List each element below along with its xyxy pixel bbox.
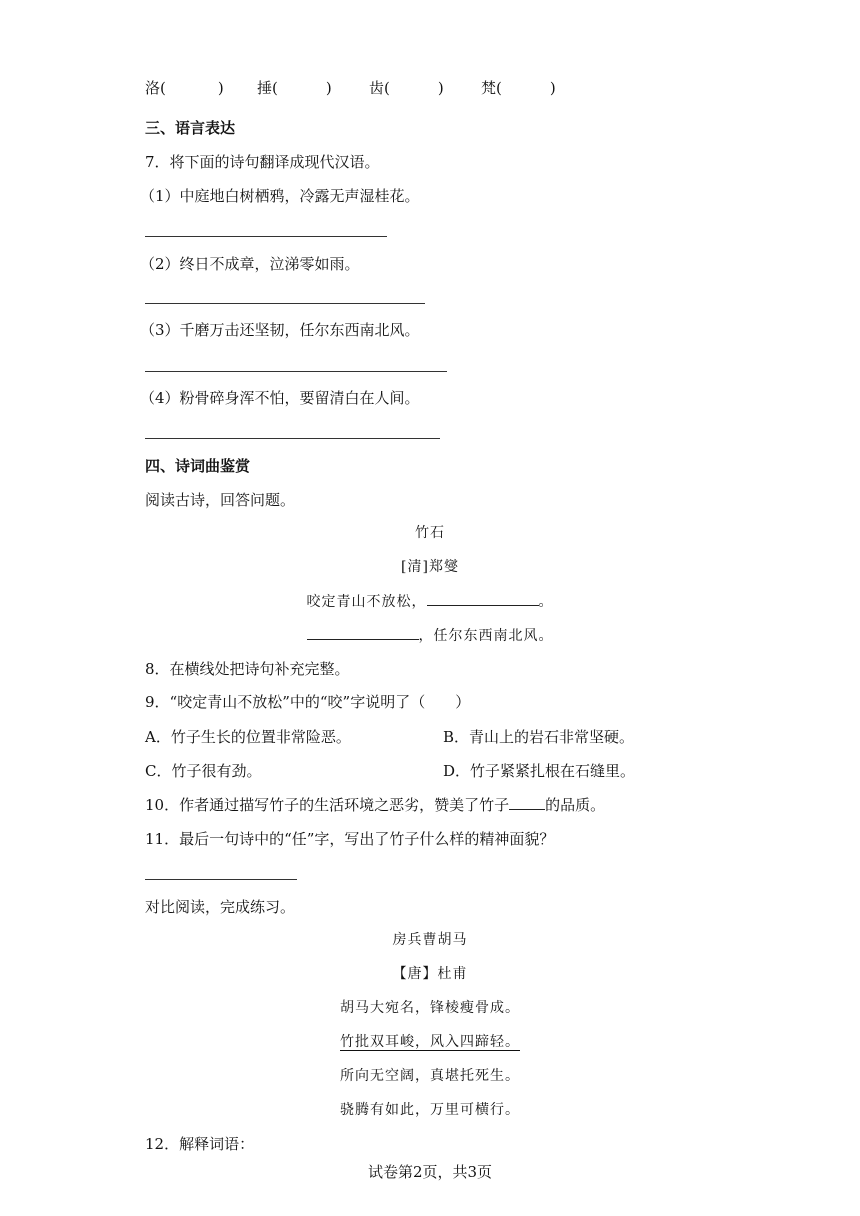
q10-text-after: 的品质。 (545, 796, 606, 814)
poem-1-line-1 (0, 591, 860, 612)
q9-option-d[interactable]: D．竹子紧紧扎根在石缝里。 (443, 762, 636, 780)
poem-1-line-1-text: 咬定青山不放松， (306, 594, 427, 610)
reading-2-intro: 对比阅读，完成练习。 (145, 898, 296, 916)
q7-item-1: （1）中庭地白树栖鸦，冷露无声湿桂花。 (140, 187, 420, 205)
q11-stem: 11．最后一句诗中的“任”字，写出了竹子什么样的精神面貌？ (145, 830, 555, 848)
q9-option-b[interactable]: B．青山上的岩石非常坚硬。 (443, 728, 635, 746)
q10-stem (145, 795, 605, 815)
char-item-chi (369, 78, 444, 98)
char-item-chui (257, 78, 332, 98)
char-item-fan (481, 78, 556, 98)
char-luo-close: ) (217, 79, 224, 97)
page-footer: 试卷第2页，共3页 (367, 1163, 493, 1181)
q7-item-4: （4）粉骨碎身浑不怕，要留清白在人间。 (140, 389, 420, 407)
char-chui-close: ) (325, 79, 332, 97)
char-luo-open: 洛( (145, 79, 166, 97)
answer-line-q7-3[interactable] (145, 371, 447, 372)
q7-item-3: （3）千磨万击还坚韧，任尔东西南北风。 (140, 321, 420, 339)
section-3-title: 三、语言表达 (145, 119, 236, 137)
poem-2-line-4: 骁腾有如此，万里可横行。 (340, 1102, 520, 1118)
poem-1-title: 竹石 (415, 525, 445, 541)
q10-blank[interactable] (509, 795, 545, 810)
answer-line-q7-4[interactable] (145, 438, 440, 439)
poem-1-blank-1[interactable] (427, 591, 539, 606)
q10-text-before: 10．作者通过描写竹子的生活环境之恶劣，赞美了竹子 (145, 796, 510, 814)
poem-1-blank-2[interactable] (307, 625, 419, 640)
poem-2-author: 【唐】杜甫 (392, 966, 468, 982)
char-chi-open: 齿( (369, 79, 390, 97)
reading-1-intro: 阅读古诗，回答问题。 (145, 491, 296, 509)
answer-line-q7-1[interactable] (145, 236, 387, 237)
poem-1-line-1-end: 。 (538, 594, 554, 610)
char-fan-close: ) (549, 79, 556, 97)
q9-stem: 9．“咬定青山不放松”中的“咬”字说明了（ ） (145, 693, 471, 711)
char-chui-open: 捶( (257, 79, 278, 97)
q8-stem: 8．在横线处把诗句补充完整。 (145, 660, 350, 678)
section-4-title: 四、诗词曲鉴赏 (145, 457, 251, 475)
q9-option-a[interactable]: A．竹子生长的位置非常险恶。 (145, 728, 351, 746)
q9-option-c[interactable]: C．竹子很有劲。 (145, 762, 262, 780)
poem-2-title: 房兵曹胡马 (392, 932, 468, 948)
q7-stem: 7．将下面的诗句翻译成现代汉语。 (145, 153, 380, 171)
char-fan-open: 梵( (481, 79, 502, 97)
answer-line-q7-2[interactable] (145, 303, 425, 304)
poem-1-line-2 (0, 625, 860, 646)
char-item-luo (145, 78, 224, 98)
poem-1-line-2-text: ，任尔东西南北风。 (418, 628, 554, 644)
poem-2-line-3: 所向无空阔，真堪托死生。 (340, 1068, 520, 1084)
q7-item-2: （2）终日不成章，泣涕零如雨。 (140, 255, 360, 273)
poem-2-line-2-underlined (0, 1032, 860, 1052)
answer-line-q11[interactable] (145, 879, 297, 880)
poem-1-author: [清]郑燮 (401, 559, 459, 575)
poem-2-line-2-text: 竹批双耳峻，风入四蹄轻。 (340, 1034, 520, 1050)
poem-2-line-1: 胡马大宛名，锋棱瘦骨成。 (340, 1000, 520, 1016)
char-chi-close: ) (437, 79, 444, 97)
q12-stem: 12．解释词语： (145, 1135, 255, 1153)
